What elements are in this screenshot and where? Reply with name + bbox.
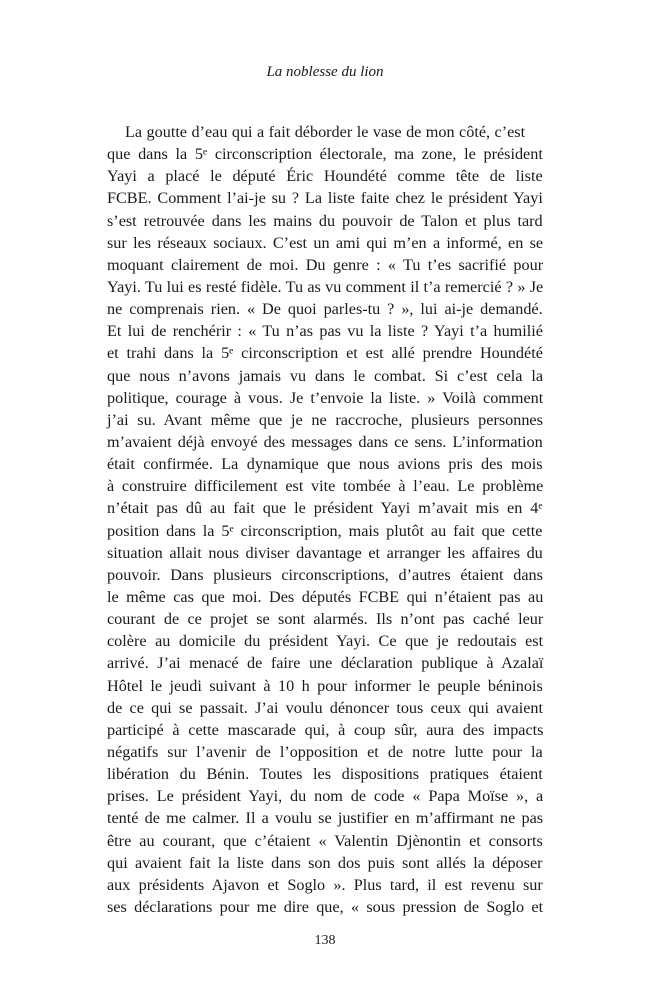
text-line: m’avaient déjà envoyé des messages dans ce sens. L’information: [107, 432, 543, 451]
text-line: négatifs sur l’avenir de l’opposition et de notre lutte pour la: [107, 742, 543, 761]
text-line: colère au domicile du président Yayi. Ce que je redoutais est: [107, 632, 544, 651]
text-line: politique, courage à vous. Je t’envoie la liste. » Voilà comment: [107, 388, 544, 407]
body-paragraph: [107, 121, 543, 918]
text-line: sur les réseaux sociaux. C’est un ami qui m’en a informé, en se: [107, 233, 544, 252]
text-line: qui avaient fait la liste dans son dos puis sont allés la déposer: [107, 853, 543, 872]
text-line: La goutte d’eau qui a fait déborder le vase de mon côté, c’est: [125, 123, 526, 141]
text-line: participé à cette mascarade qui, à coup sûr, aura des impacts: [107, 720, 544, 739]
text-line: Hôtel le jeudi suivant à 10 h pour informer le peuple béninois: [107, 676, 543, 695]
text-line: prises. Le président Yayi, du nom de code « Papa Moïse », a: [107, 787, 544, 806]
text-line: moquant clairement de moi. Du genre : « Tu t’es sacrifié pour: [107, 255, 544, 274]
text-line: être au courant, que c’étaient « Valentin Djènontin et consorts: [107, 831, 543, 850]
text-line: pouvoir. Dans plusieurs circonscriptions, d’autres étaient dans: [107, 565, 543, 584]
text-line: FCBE. Comment l’ai-je su ? La liste faite chez le président Yayi: [107, 189, 543, 208]
text-line: ses déclarations pour me dire que, « sous pression de Soglo et: [107, 897, 544, 916]
page-number: 138: [314, 933, 336, 948]
text-line: j’ai su. Avant même que je ne raccroche, plusieurs personnes: [107, 410, 543, 429]
text-line: libération du Bénin. Toutes les dispositions pratiques étaient: [107, 765, 543, 784]
text-line: que dans la 5ᵉ circonscription électorale, ma zone, le président: [107, 145, 543, 164]
text-line: courant de ce projet se sont alarmés. Ils n’ont pas caché leur: [107, 610, 544, 629]
text-line: s’est retrouvée dans les mains du pouvoir de Talon et plus tard: [107, 211, 543, 230]
text-line: tenté de me calmer. Il a voulu se justifier en m’affirmant ne pas: [107, 809, 544, 828]
text-line: Et lui de renchérir : « Tu n’as pas vu la liste ? Yayi t’a humilié: [107, 322, 543, 341]
text-line: que nous n’avons jamais vu dans le combat. Si c’est cela la: [107, 366, 543, 385]
text-line: de ce qui se passait. J’ai voulu dénoncer tous ceux qui avaient: [107, 698, 543, 717]
text-line: à construire difficilement est vite tombée à l’eau. Le problème: [107, 477, 544, 496]
text-line: le même cas que moi. Des députés FCBE qui n’étaient pas au: [107, 587, 544, 606]
text-line: ne comprenais rien. « De quoi parles-tu ? », lui ai-je demandé.: [107, 300, 543, 319]
text-line: Yayi. Tu lui es resté fidèle. Tu as vu comment il t’a remercié ? » Je: [107, 277, 544, 296]
text-line: et trahi dans la 5ᵉ circonscription et est allé prendre Houndété: [107, 344, 543, 363]
running-header: La noblesse du lion: [266, 64, 384, 80]
text-line: aux présidents Ajavon et Soglo ». Plus tard, il est revenu sur: [107, 875, 543, 894]
text-line: arrivé. J’ai menacé de faire une déclaration publique à Azalaï: [107, 654, 544, 673]
text-line: situation allait nous diviser davantage et arranger les affaires du: [107, 543, 543, 562]
text-line: n’était pas dû au fait que le président Yayi m’avait mis en 4ᵉ: [107, 499, 543, 518]
text-line: position dans la 5ᵉ circonscription, mais plutôt au fait que cette: [107, 521, 543, 540]
text-line: Yayi a placé le député Éric Houndété comme tête de liste: [107, 167, 543, 186]
text-line: était confirmée. La dynamique que nous avions pris des mois: [107, 455, 543, 474]
